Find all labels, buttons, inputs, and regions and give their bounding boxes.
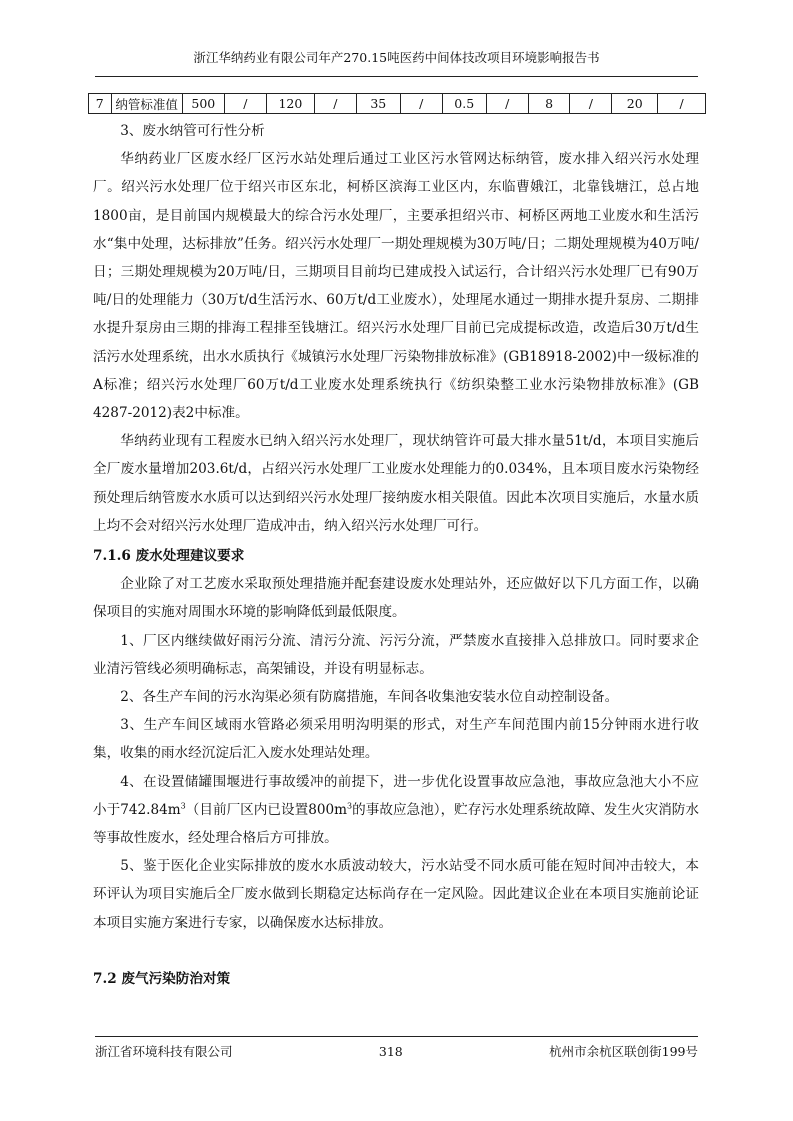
section-heading: 7.2 废气污染防治对策 [93,970,231,987]
table-cell: 7 [89,94,112,114]
table-cell: 0.5 [442,94,486,114]
superscript: 3 [347,801,353,811]
paragraph: 企业除了对工艺废水采取预处理措施并配套建设废水处理站外，还应做好以下几方面工作，以确保项目的实施对周围水环境的影响降低到最低限度。 [93,576,699,621]
text-run: （目前厂区内已设置800m [185,801,348,818]
paragraph: 华纳药业厂区废水经厂区污水站处理后通过工业区污水管网达标纳管，废水排入绍兴污水处理厂。绍兴污水处理厂位于绍兴市区东北，柯桥区滨海工业区内，东临曹娥江，北靠钱塘江，总占地1800亩，是目前国内规模最大的综合污水处理厂，主要承担绍兴市、柯桥区两地工业废水和生活污水“集中处理，达标排放”任务。绍兴污水处理厂一期处理规模为30万吨/日；二期处理规模为40万吨/日；三期处理规模为20万吨/日，三期项目目前均已建成投入试运行，合计绍兴污水处理厂已有90万吨/日的处理能力（30万t/d生活污水、60万t/d工业废水），处理尾水通过一期排水提升泵房、二期排水提升泵房由三期的排海工程排至钱塘江。绍兴污水处理厂目前已完成提标改造，改造后30万t/d生活污水处理系统，出水水质执行《城镇污水处理厂污染物排放标准》(GB18918-2002)中一级标准的A标准；绍兴污水处理厂60万t/d工业废水处理系统执行《纺织染整工业水污染物排放标准》(GB 4287-2012)表2中标准。 [93,151,699,422]
page-footer [95,1036,698,1062]
page-header: 浙江华纳药业有限公司年产270.15吨医药中间体技改项目环境影响报告书 [95,48,698,77]
text-run: 4、在设置储罐围堰进行事故缓冲的前提下，进一步优化设置事故应急池，事故应急池大小不应小于742.84m [93,773,699,818]
table-cell: 500 [182,94,224,114]
paragraph: 华纳药业现有工程废水已纳入绍兴污水处理厂，现状纳管许可最大排水量51t/d，本项目实施后全厂废水量增加203.6t/d，占绍兴污水处理厂工业废水处理能力的0.034%，且本项目废水污染物经预处理后纳管废水水质可以达到绍兴污水处理厂接纳废水相关限值。因此本次项目实施后，水量水质上均不会对绍兴污水处理厂造成冲击，纳入绍兴污水处理厂可行。 [93,433,699,534]
table-row [89,94,706,114]
table-cell: 纳管标准值 [111,94,182,114]
footer-company: 浙江省环境科技有限公司 [95,1044,233,1059]
table-cell: 20 [612,94,658,114]
section-heading: 7.1.6 废水处理建议要求 [93,548,245,565]
table-cell: / [225,94,267,114]
table-cell: / [315,94,357,114]
paragraph: 1、厂区内继续做好雨污分流、清污分流、污污分流，严禁废水直接排入总排放口。同时要求企业清污管线必须明确标志，高架铺设，并设有明显标志。 [93,632,699,677]
table-cell: / [400,94,442,114]
subsection-title: 3、废水纳管可行性分析 [120,123,265,139]
table-cell: / [658,94,706,114]
table-cell: 35 [356,94,400,114]
page-number: 318 [378,1044,403,1059]
table-cell: / [570,94,612,114]
document-body [93,117,699,993]
superscript: 3 [180,801,186,811]
paragraph: 2、各生产车间的污水沟渠必须有防腐措施，车间各收集池安装水位自动控制设备。 [120,689,619,706]
footer-address: 杭州市余杭区联创街199号 [549,1044,698,1059]
paragraph: 3、生产车间区域雨水管路必须采用明沟明渠的形式，对生产车间范围内前15分钟雨水进行收集，收集的雨水经沉淀后汇入废水处理站处理。 [93,717,699,762]
paragraph [93,768,699,853]
table-cell: / [486,94,528,114]
text-run: 的事故应急池），贮存污水处理系统故障、发生火灾消防水等事故性废水，经处理合格后方可排放。 [93,801,700,847]
paragraph: 5、鉴于医化企业实际排放的废水水质波动较大，污水站受不同水质可能在短时间冲击较大，本环评认为项目实施后全厂废水做到长期稳定达标尚存在一定风险。因此建议企业在本项目实施前论证本项目实施方案进行专家，以确保废水达标排放。 [93,858,699,931]
table-cell: 120 [266,94,314,114]
standard-limit-table [88,93,706,114]
table-cell: 8 [528,94,570,114]
